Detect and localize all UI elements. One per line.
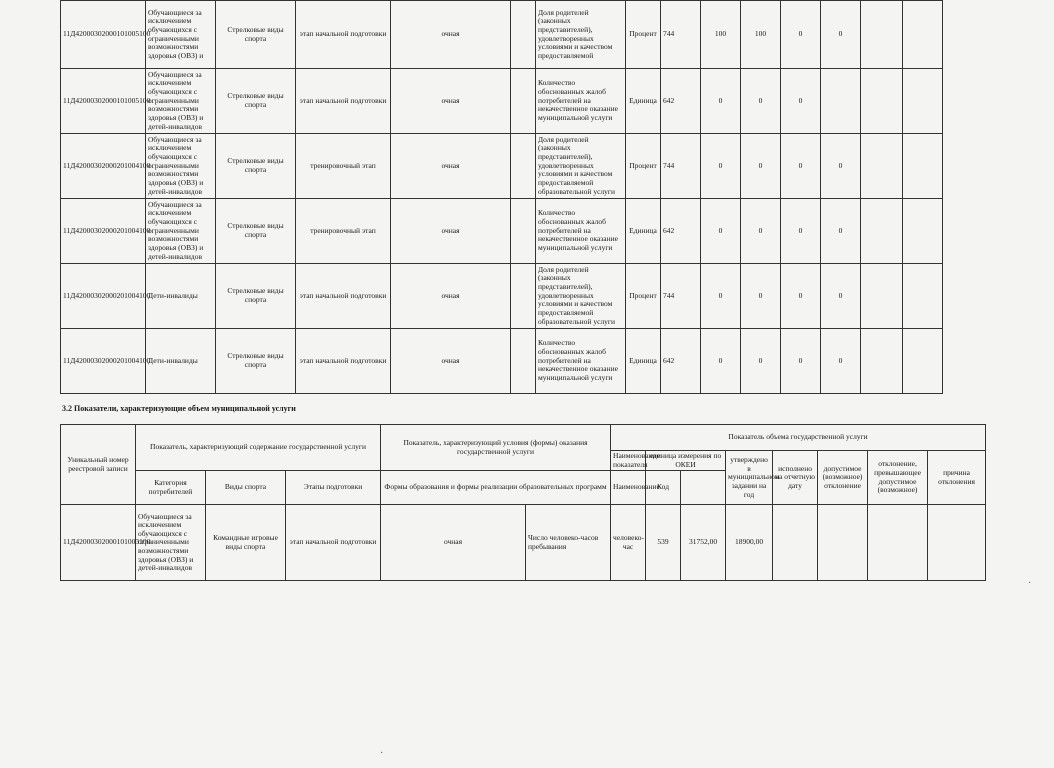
record-code: 11Д42000302000201004100 [61, 329, 146, 394]
indicator-name: Доля родителей (законных представителей), удовлетворенных условиями и качеством предоставляемой образовательной услуги [536, 134, 626, 199]
table-row [61, 134, 943, 199]
sport-type: Командные игровые виды спорта [206, 505, 286, 581]
record-code: 11Д42000302000101005100 [61, 1, 146, 69]
header-exceed-deviation: отклонение, превышающее допустимое (возможное) [868, 451, 928, 505]
empty-cell [903, 69, 943, 134]
header-content-indicator: Показатель, характеризующий содержание государственной услуги [136, 425, 381, 471]
value-4: 0 [821, 329, 861, 394]
consumer-category: Обучающиеся за исключением обучающихся с ограниченными возможностями здоровья (ОВЗ) и детей-инвалидов [136, 505, 206, 581]
reason-value [868, 505, 928, 581]
training-stage: этап начальной подготовки [296, 69, 391, 134]
empty-cell [903, 1, 943, 69]
table-row [61, 264, 943, 329]
unit-name: Единица [626, 329, 661, 394]
header-category: Категория потребителей [136, 471, 206, 505]
executed-value: 18900,00 [726, 505, 773, 581]
education-form: очная [391, 264, 511, 329]
table-row [61, 505, 986, 581]
sport-type: Стрелковые виды спорта [216, 134, 296, 199]
empty-cell [511, 329, 536, 394]
value-1: 0 [701, 199, 741, 264]
unit-name: Единица [626, 199, 661, 264]
education-form: очная [391, 134, 511, 199]
exceed-deviation-value [818, 505, 868, 581]
empty-cell [861, 264, 903, 329]
empty-cell [903, 264, 943, 329]
empty-cell [511, 264, 536, 329]
okei-code: 642 [661, 199, 701, 264]
value-4 [821, 69, 861, 134]
value-1: 0 [701, 264, 741, 329]
okei-code: 744 [661, 1, 701, 69]
record-code: 11Д42000302000101003100 [61, 505, 136, 581]
empty-cell [861, 199, 903, 264]
quality-indicators-table [60, 0, 943, 394]
value-1: 0 [701, 69, 741, 134]
okei-code: 744 [661, 134, 701, 199]
header-unique-number: Уникальный номер реестровой записи [61, 425, 136, 505]
scan-mark: · [1028, 578, 1032, 589]
value-2: 0 [741, 199, 781, 264]
header-name: Наименование [611, 471, 646, 505]
unit-name: Единица [626, 69, 661, 134]
header-allowed-deviation: допустимое (возможное) отклонение [818, 451, 868, 505]
value-4: 0 [821, 1, 861, 69]
empty-cell [903, 329, 943, 394]
indicator-name: Количество обоснованных жалоб потребителей на некачественное оказание муниципальной услуги [536, 329, 626, 394]
header-executed: исполнено на отчетную дату [773, 451, 818, 505]
value-4: 0 [821, 199, 861, 264]
value-2: 100 [741, 1, 781, 69]
education-form: очная [391, 69, 511, 134]
header-stages: Этапы подготовки [286, 471, 381, 505]
header-condition-indicator: Показатель, характеризующий условия (формы) оказания государственной услуги [381, 425, 611, 471]
education-form: очная [391, 1, 511, 69]
sport-type: Стрелковые виды спорта [216, 69, 296, 134]
value-2: 0 [741, 264, 781, 329]
education-form: очная [381, 505, 526, 581]
scan-mark: · [380, 748, 384, 759]
okei-code: 539 [646, 505, 681, 581]
empty-cell [903, 134, 943, 199]
value-1: 0 [701, 134, 741, 199]
value-4: 0 [821, 264, 861, 329]
value-2: 0 [741, 134, 781, 199]
indicator-name: Доля родителей (законных представителей), удовлетворенных условиями и качеством предоставляемой [536, 1, 626, 69]
unit-name: Процент [626, 1, 661, 69]
empty-cell [511, 134, 536, 199]
training-stage: этап начальной подготовки [296, 264, 391, 329]
record-code: 11Д42000302000201004100 [61, 134, 146, 199]
unit-name: Процент [626, 264, 661, 329]
record-code: 11Д42000302000201004100 [61, 199, 146, 264]
header-indicator-name: Наименование показателя [611, 451, 646, 471]
header-approved: утверждено в муниципальном задании на год [726, 451, 773, 505]
value-3: 0 [781, 69, 821, 134]
empty-cell [861, 329, 903, 394]
unit-name: человеко-час [611, 505, 646, 581]
empty-cell [511, 69, 536, 134]
table-row [61, 199, 943, 264]
indicator-name: Количество обоснованных жалоб потребителей на некачественное оказание муниципальной услуги [536, 199, 626, 264]
training-stage: этап начальной подготовки [296, 1, 391, 69]
indicator-name: Число человеко-часов пребывания [526, 505, 611, 581]
empty-cell [861, 69, 903, 134]
record-code: 11Д42000302000201004100 [61, 264, 146, 329]
empty-cell [903, 199, 943, 264]
sport-type: Стрелковые виды спорта [216, 1, 296, 69]
training-stage: тренировочный этап [296, 199, 391, 264]
value-3: 0 [781, 329, 821, 394]
value-1: 0 [701, 329, 741, 394]
record-code: 11Д42000302000101005100 [61, 69, 146, 134]
training-stage: этап начальной подготовки [296, 329, 391, 394]
consumer-category: Обучающиеся за исключением обучающихся с ограниченными возможностями здоровья (ОВЗ) и детей-инвалидов [146, 134, 216, 199]
value-2: 0 [741, 329, 781, 394]
table-row [61, 1, 943, 69]
empty-cell [861, 134, 903, 199]
value-4: 0 [821, 134, 861, 199]
volume-indicators-table [60, 424, 986, 581]
sport-type: Стрелковые виды спорта [216, 329, 296, 394]
empty-cell [928, 505, 986, 581]
indicator-name: Доля родителей (законных представителей), удовлетворенных условиями и качеством предоставляемой образовательной услуги [536, 264, 626, 329]
value-3: 0 [781, 199, 821, 264]
indicator-name: Количество обоснованных жалоб потребителей на некачественное оказание муниципальной услуги [536, 69, 626, 134]
header-sport: Виды спорта [206, 471, 286, 505]
allowed-deviation-value [773, 505, 818, 581]
okei-code: 642 [661, 329, 701, 394]
okei-code: 744 [661, 264, 701, 329]
value-3: 0 [781, 1, 821, 69]
value-3: 0 [781, 264, 821, 329]
empty-cell [861, 1, 903, 69]
consumer-category: Обучающиеся за исключением обучающихся с ограниченными возможностями здоровья (ОВЗ) и детей-инвалидов [146, 69, 216, 134]
empty-cell [511, 199, 536, 264]
training-stage: тренировочный этап [296, 134, 391, 199]
value-1: 100 [701, 1, 741, 69]
unit-name: Процент [626, 134, 661, 199]
table-row [61, 69, 943, 134]
header-forms: Формы образования и формы реализации образовательных программ [381, 471, 611, 505]
consumer-category: Обучающиеся за исключением обучающихся с ограниченными возможностями здоровья (ОВЗ) и детей-инвалидов [146, 199, 216, 264]
value-3: 0 [781, 134, 821, 199]
education-form: очная [391, 199, 511, 264]
header-reason: причина отклонения [928, 451, 986, 505]
approved-value: 31752,00 [681, 505, 726, 581]
consumer-category: Дети-инвалиды [146, 264, 216, 329]
section-title: 3.2 Показатели, характеризующие объем муниципальной услуги [62, 404, 296, 413]
education-form: очная [391, 329, 511, 394]
consumer-category: Обучающиеся за исключением обучающихся с ограниченными возможностями здоровья (ОВЗ) и [146, 1, 216, 69]
value-2: 0 [741, 69, 781, 134]
table-row [61, 329, 943, 394]
sport-type: Стрелковые виды спорта [216, 199, 296, 264]
okei-code: 642 [661, 69, 701, 134]
header-code: Код [646, 471, 681, 505]
empty-cell [511, 1, 536, 69]
header-volume-indicator: Показатель объема государственной услуги [611, 425, 986, 451]
training-stage: этап начальной подготовки [286, 505, 381, 581]
consumer-category: Дети-инвалиды [146, 329, 216, 394]
header-okei-unit: единица измерения по ОКЕИ [646, 451, 726, 471]
sport-type: Стрелковые виды спорта [216, 264, 296, 329]
